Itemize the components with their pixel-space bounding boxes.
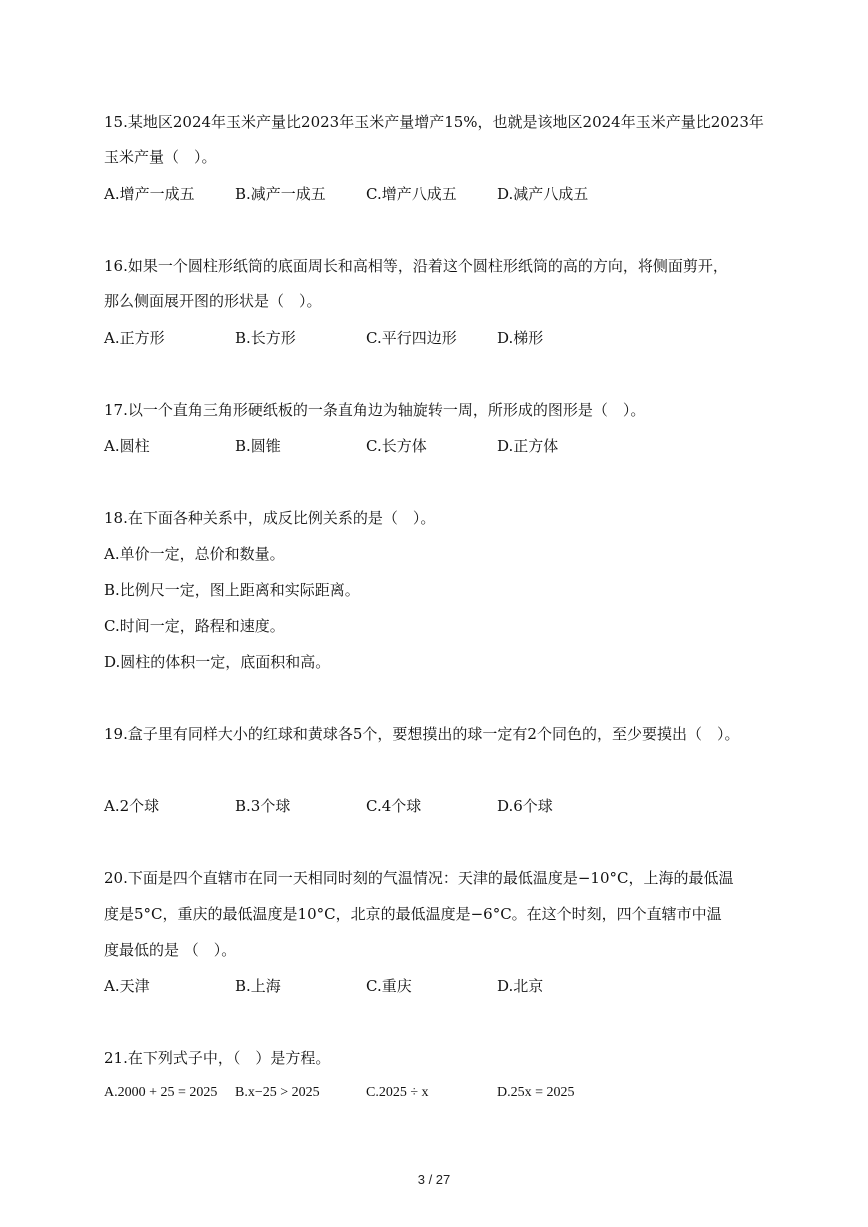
option-a: A.2000 + 25 = 2025 [104, 1085, 218, 1100]
question-18-option-d: D.圆柱的体积一定，底面积和高。 [104, 653, 331, 671]
question-16-line-2: 那么侧面展开图的形状是（ ）。 [104, 292, 322, 310]
question-21-options [104, 1082, 764, 1104]
question-18-option-b: B.比例尺一定，图上距离和实际距离。 [104, 581, 360, 599]
option-c: C.2025 ÷ x [366, 1085, 429, 1100]
option-d: D.减产八成五 [497, 185, 589, 203]
question-21-line-1: 21.在下列式子中，（ ）是方程。 [104, 1049, 331, 1067]
question-18-line-1: 18.在下面各种关系中，成反比例关系的是（ ）。 [104, 509, 436, 527]
option-c: C.长方体 [366, 437, 427, 455]
question-19-line-1: 19.盒子里有同样大小的红球和黄球各5个，要想摸出的球一定有2个同色的，至少要摸出（ ）。 [104, 725, 740, 743]
option-b: B.上海 [235, 977, 281, 995]
option-a: A.天津 [104, 977, 150, 995]
option-b: B.x−25 > 2025 [235, 1085, 320, 1100]
option-d: D.25x = 2025 [497, 1085, 575, 1100]
question-17-options [104, 435, 764, 457]
question-18-option-a: A.单价一定，总价和数量。 [104, 545, 285, 563]
option-a: A.正方形 [104, 329, 165, 347]
option-b: B.减产一成五 [235, 185, 326, 203]
option-a: A.增产一成五 [104, 185, 195, 203]
option-d: D.北京 [497, 977, 544, 995]
question-20-line-1: 20.下面是四个直辖市在同一天相同时刻的气温情况：天津的最低温度是−10°C，上海的最低温 [104, 869, 734, 887]
question-20-line-3: 度最低的是 （ ）。 [104, 941, 237, 959]
option-a: A.圆柱 [104, 437, 150, 455]
option-c: C.平行四边形 [366, 329, 457, 347]
option-d: D.正方体 [497, 437, 559, 455]
question-19-options [104, 795, 764, 817]
question-16-line-1: 16.如果一个圆柱形纸筒的底面周长和高相等，沿着这个圆柱形纸筒的高的方向，将侧面剪开， [104, 257, 728, 275]
question-16-options [104, 327, 764, 349]
question-17-line-1: 17.以一个直角三角形硬纸板的一条直角边为轴旋转一周，所形成的图形是（ ）。 [104, 401, 646, 419]
option-d: D.梯形 [497, 329, 544, 347]
option-d: D.6个球 [497, 797, 553, 815]
option-b: B.圆锥 [235, 437, 281, 455]
option-a: A.2个球 [104, 797, 160, 815]
option-b: B.长方形 [235, 329, 296, 347]
question-18-option-c: C.时间一定，路程和速度。 [104, 617, 285, 635]
question-20-line-2: 度是5°C，重庆的最低温度是10°C，北京的最低温度是−6°C。在这个时刻，四个直辖市中温 [104, 905, 722, 923]
question-15-line-1: 15.某地区2024年玉米产量比2023年玉米产量增产15%，也就是该地区2024年玉米产量比2023年 [104, 113, 764, 131]
option-c: C.重庆 [366, 977, 412, 995]
page-number: 3 / 27 [417, 1172, 451, 1187]
option-c: C.4个球 [366, 797, 422, 815]
question-20-options [104, 975, 764, 997]
option-c: C.增产八成五 [366, 185, 457, 203]
question-15-line-2: 玉米产量（ ）。 [104, 148, 217, 166]
option-b: B.3个球 [235, 797, 291, 815]
question-15-options [104, 183, 764, 205]
